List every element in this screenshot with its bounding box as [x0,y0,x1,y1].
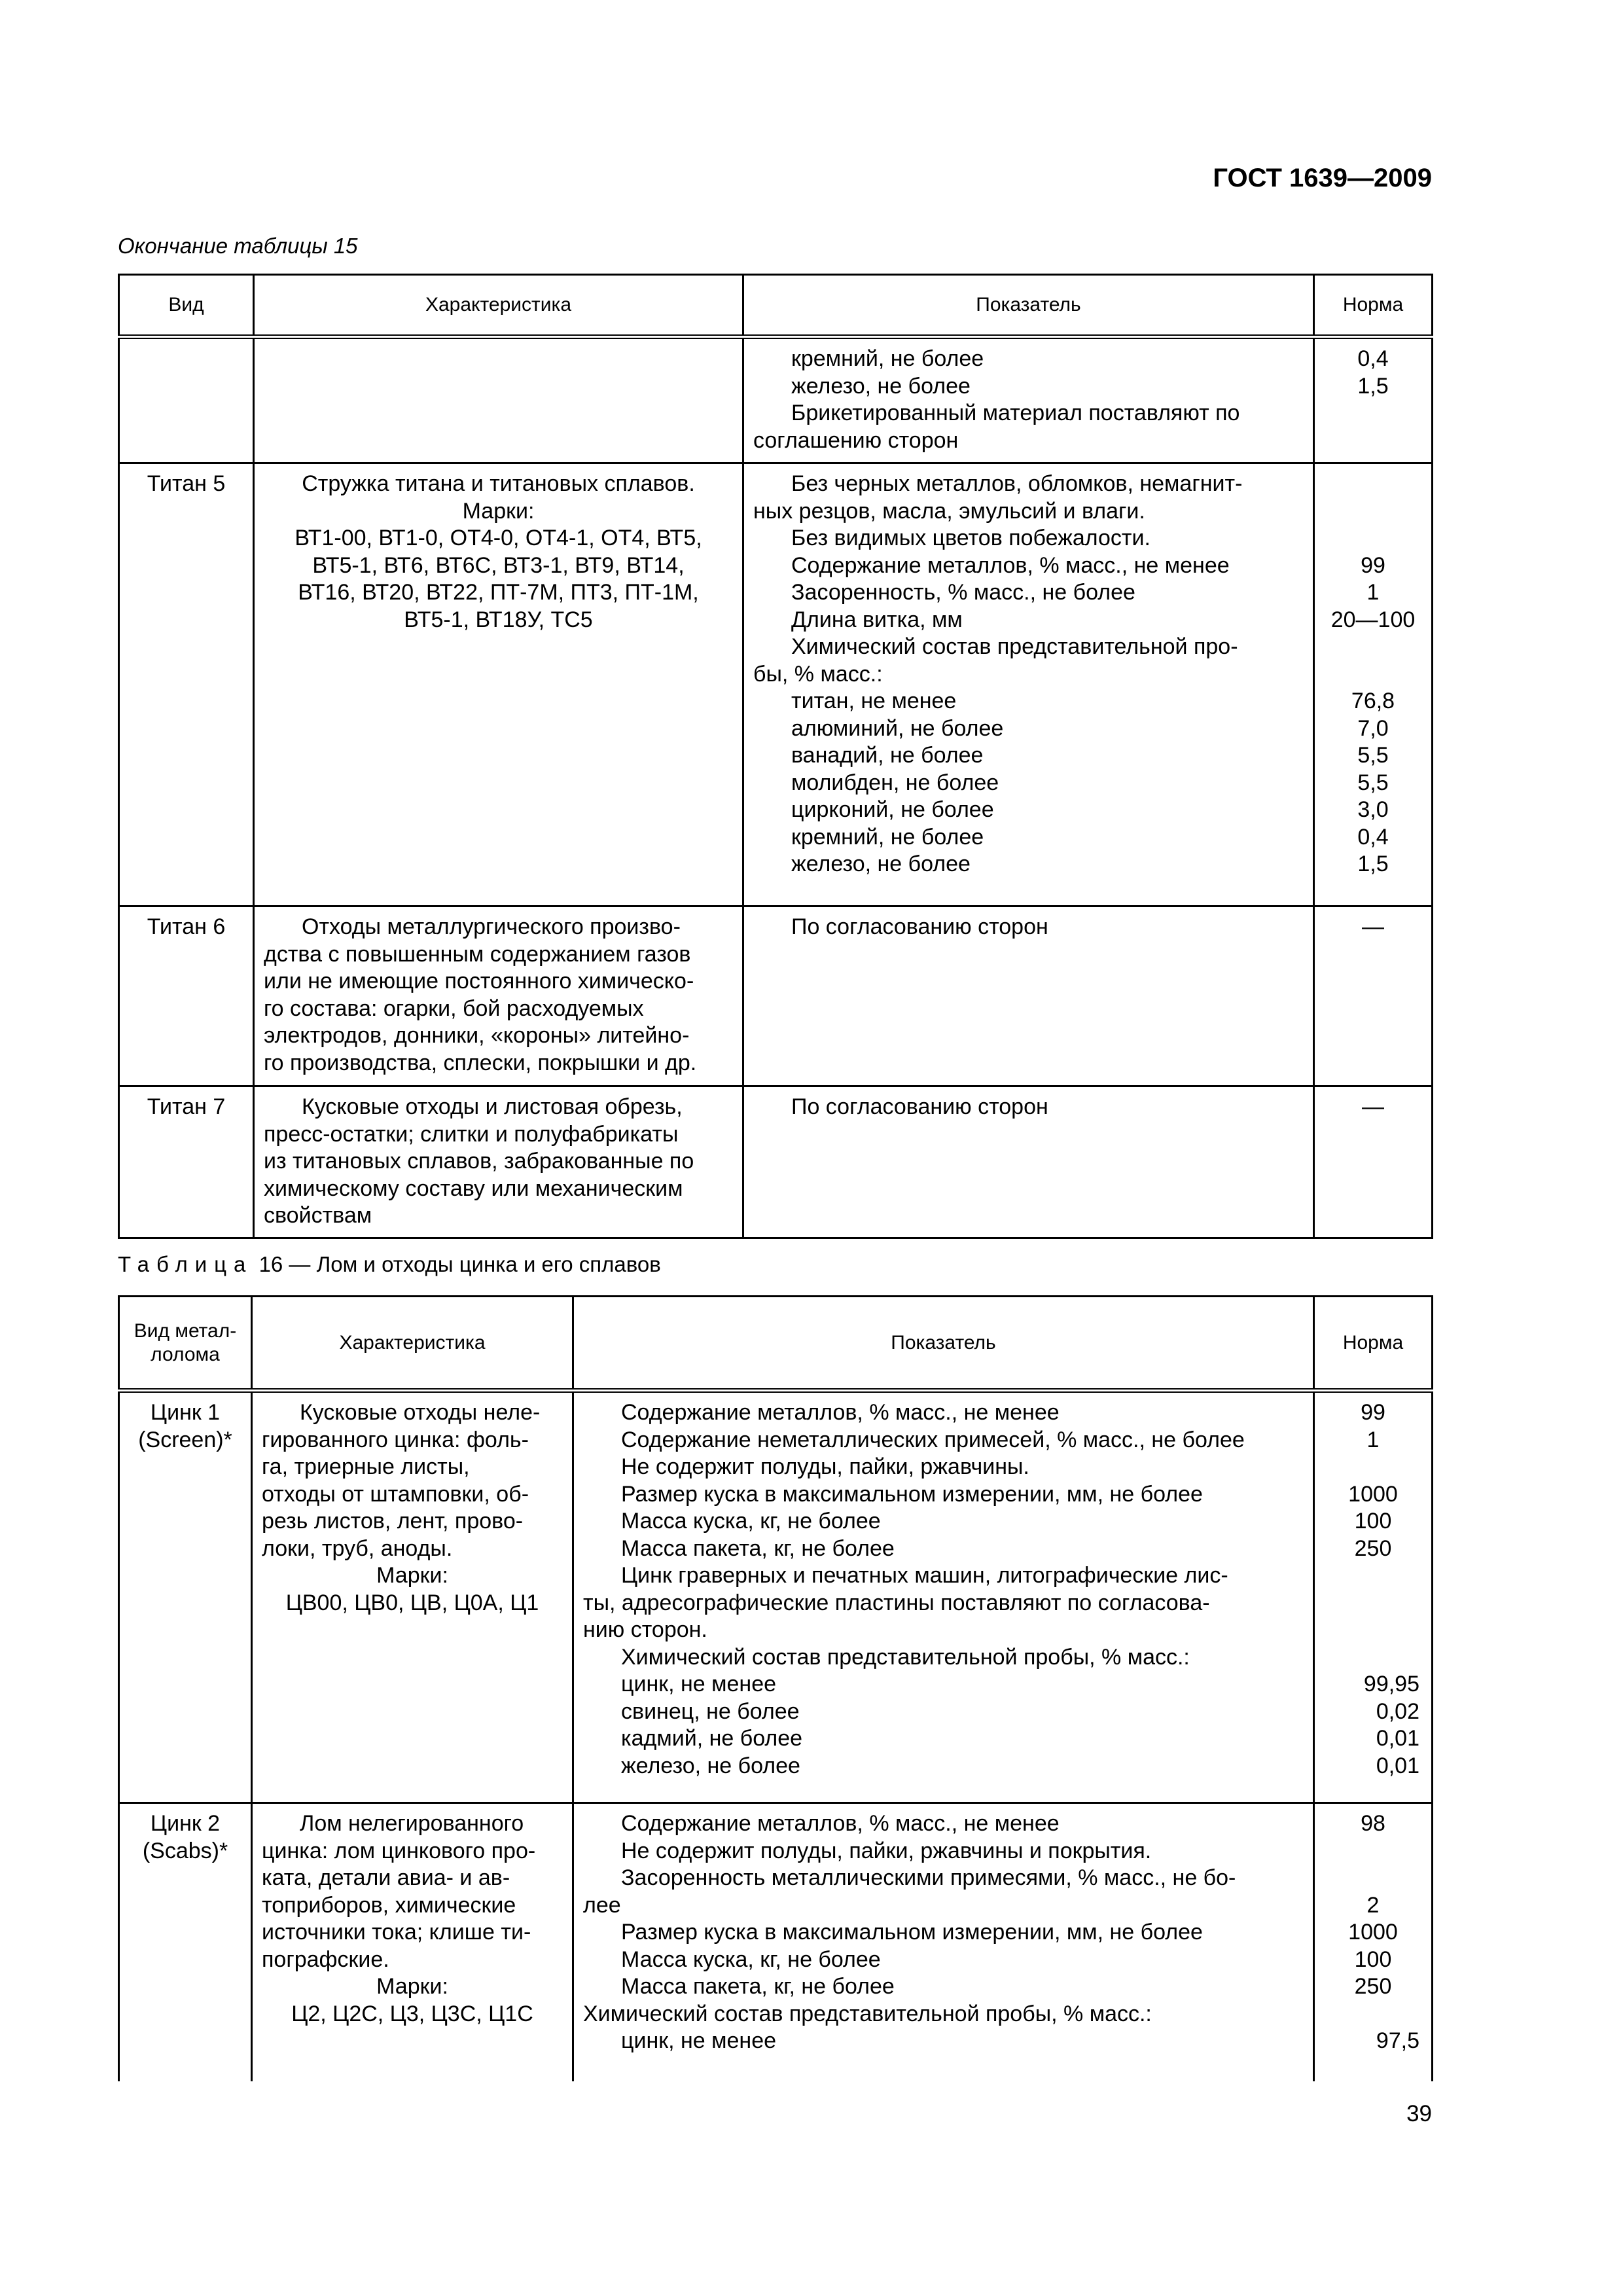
norm-value: 99 [1361,552,1385,578]
characteristic-cell [252,1803,573,2081]
norm-value: 1000 [1348,1481,1398,1507]
characteristic-line: гированного цинка: фоль- [262,1427,529,1452]
norm-value: 250 [1354,1535,1392,1561]
column-header-characteristic: Характеристика [252,1297,573,1391]
norm-value: 97,5 [1376,2028,1419,2053]
table-row [119,906,1433,1086]
table-row [119,337,1433,463]
indicator-line: Содержание металлов, % масс., не менее [621,1400,1060,1425]
norm-value: — [1362,914,1384,939]
indicator-line: Масса куска, кг, не более [621,1509,881,1534]
norm-value [1324,1644,1422,1672]
indicator-line: свинец, не более [621,1698,800,1724]
document-code: ГОСТ 1639—2009 [1213,164,1432,192]
norm-value [1324,1617,1422,1644]
indicator-line: нию сторон. [583,1617,707,1642]
indicator-line: Засоренность металлическими примесями, % масс., не бо- [621,1865,1236,1890]
norm-value [1324,634,1422,661]
norm-value [1324,471,1422,498]
norm-value: 99,95 [1363,1672,1419,1696]
table-header-row [119,1297,1433,1391]
characteristic-line: цинка: лом цинкового про- [262,1838,536,1863]
characteristic-line: ката, детали авиа- и ав- [262,1865,510,1890]
indicator-line: Масса пакета, кг, не более [621,1535,895,1561]
norm-value: 98 [1361,1811,1385,1836]
indicator-line: цирконий, не более [791,797,994,822]
column-header-indicator: Показатель [743,275,1314,337]
norm-cell [1314,1803,1433,2081]
norm-value [1324,498,1422,526]
norm-value: — [1362,1094,1384,1119]
characteristic-line: свойствам [264,1203,372,1228]
characteristic-line: ВТ5-1, ВТ6, ВТ6С, ВТ3-1, ВТ9, ВТ14, [312,552,685,578]
characteristic-line: топриборов, химические [262,1892,516,1918]
table16-caption [118,1252,661,1277]
indicator-line: железо, не более [621,1753,800,1778]
indicator-line: Без черных металлов, обломков, немагнит- [791,471,1243,496]
norm-value: 0,4 [1357,824,1389,850]
norm-value: 0,02 [1376,1698,1419,1724]
kind-line: (Screen)* [138,1427,232,1452]
norm-value: 1 [1366,580,1380,605]
column-header-indicator: Показатель [573,1297,1314,1391]
norm-value: 2 [1366,1892,1380,1918]
norm-value: 1 [1366,1427,1380,1452]
norm-value: 100 [1354,1946,1392,1972]
characteristic-line: Отходы металлургического произво- [302,914,681,939]
indicator-line: железо, не более [791,852,971,876]
characteristic-line: Кусковые отходы неле- [300,1400,541,1425]
characteristic-line: из титановых сплавов, забракованные по [264,1149,694,1174]
indicator-line: бы, % масс.: [753,661,883,687]
indicator-line: цинк, не менее [621,2028,777,2053]
indicator-line: Химический состав представительной пробы, % масс.: [621,1644,1190,1670]
indicator-line: кадмий, не более [621,1726,803,1751]
indicator-line: Не содержит полуды, пайки, ржавчины. [621,1454,1029,1479]
characteristic-line: Марки: [376,1563,448,1588]
kind-cell [119,1391,252,1803]
table-row [119,1086,1433,1238]
indicator-line: Содержание металлов, % масс., не менее [621,1811,1060,1836]
norm-value: 0,01 [1376,1753,1419,1778]
norm-value [1324,525,1422,552]
characteristic-line: ВТ5-1, ВТ18У, ТС5 [404,607,593,632]
characteristic-line: го производства, сплески, покрышки и др. [264,1050,697,1075]
characteristic-line: Стружка титана и титановых сплавов. [302,471,695,496]
indicator-line: Засоренность, % масс., не более [791,580,1135,605]
column-header-kind-line: Вид метал- лолома [134,1319,237,1365]
characteristic-line: пресс-остатки; слитки и полуфабрикаты [264,1121,679,1147]
norm-value: 1,5 [1357,373,1389,399]
table16-caption-title: 16 — Лом и отходы цинка и его сплавов [259,1252,661,1276]
indicator-line: цинк, не менее [621,1672,777,1696]
indicator-line: кремний, не более [791,346,984,371]
norm-cell [1314,1391,1433,1803]
table-row [119,1803,1433,2081]
norm-value: 0,01 [1376,1726,1419,1751]
norm-value: 250 [1354,1974,1392,1999]
characteristic-line: Марки: [462,498,535,524]
kind-cell: Титан 6 [119,906,254,1086]
characteristic-line: электродов, донники, «короны» литейно- [264,1023,690,1048]
indicator-line: Масса куска, кг, не более [621,1946,881,1972]
norm-value [1324,1838,1422,1865]
table15-continuation-caption: Окончание таблицы 15 [118,234,358,258]
table-row [119,1391,1433,1803]
norm-value: 76,8 [1351,689,1395,713]
indicator-line: лее [583,1892,621,1918]
characteristic-line: го состава: огарки, бой расходуемых [264,996,644,1021]
characteristic-line: резь листов, лент, прово- [262,1509,524,1534]
indicator-line: железо, не более [791,373,971,399]
indicator-line: кремний, не более [791,824,984,850]
column-header-kind: Вид [119,275,254,337]
indicator-line: соглашению сторон [753,427,959,453]
kind-cell [119,1803,252,2081]
table-15 [118,274,1433,1239]
indicator-line: Размер куска в максимальном измерении, мм, не более [621,1481,1203,1507]
indicator-line: алюминий, не более [791,715,1004,741]
indicator-line: ванадий, не более [791,743,984,768]
kind-line: Цинк 1 [150,1400,221,1425]
indicator-line: По согласованию сторон [791,1094,1048,1119]
indicator-line: ных резцов, масла, эмульсий и влаги. [753,498,1145,524]
characteristic-line: локи, труб, аноды. [262,1535,453,1561]
indicator-line: Без видимых цветов побежалости. [791,526,1150,550]
column-header-norm: Норма [1314,1297,1433,1391]
indicator-line: Брикетированный материал поставляют по [791,401,1240,425]
indicator-line: Цинк граверных и печатных машин, литографические лис- [621,1563,1228,1588]
indicator-cell [743,337,1314,463]
norm-value [1324,661,1422,689]
column-header-characteristic: Характеристика [254,275,743,337]
indicator-line: Химический состав представительной про- [791,634,1238,659]
characteristic-line: ВТ1-00, ВТ1-0, ОТ4-0, ОТ4-1, ОТ4, ВТ5, [294,526,702,550]
indicator-line: молибден, не более [791,770,999,795]
characteristic-cell [254,1086,743,1238]
indicator-line: ты, адресографические пластины поставляют по согласова- [583,1590,1210,1615]
kind-line: Цинк 2 [150,1811,221,1836]
norm-value: 99 [1361,1400,1385,1425]
indicator-line: Масса пакета, кг, не более [621,1974,895,1999]
norm-value: 5,5 [1357,770,1389,795]
norm-value [1324,1590,1422,1617]
norm-value: 1,5 [1357,852,1389,876]
norm-value: 5,5 [1357,743,1389,768]
indicator-cell [743,906,1314,1086]
table-header-row [119,275,1433,337]
norm-value [1324,2001,1422,2028]
characteristic-line: источники тока; клише ти- [262,1920,531,1945]
indicator-line: титан, не менее [791,689,957,713]
indicator-cell [743,463,1314,906]
table16-caption-word: Таблица [118,1252,253,1276]
norm-cell [1314,906,1433,1086]
characteristic-line: Лом нелегированного [300,1811,524,1836]
norm-value [1324,1562,1422,1590]
indicator-line: Не содержит полуды, пайки, ржавчины и покрытия. [621,1838,1152,1863]
characteristic-line: дства с повышенным содержанием газов [264,941,691,967]
characteristic-cell [254,337,743,463]
indicator-line: По согласованию сторон [791,914,1048,939]
norm-value: 7,0 [1357,715,1389,741]
indicator-line: Содержание металлов, % масс., не менее [791,552,1230,578]
indicator-cell [573,1391,1314,1803]
characteristic-cell [252,1391,573,1803]
norm-cell [1314,463,1433,906]
characteristic-line: Марки: [376,1974,448,1999]
characteristic-line: ВТ16, ВТ20, ВТ22, ПТ-7М, ПТ3, ПТ-1М, [298,580,699,605]
norm-value [1324,1865,1422,1892]
characteristic-line: пографские. [262,1946,389,1972]
kind-cell: Титан 5 [119,463,254,906]
characteristic-line: отходы от штамповки, об- [262,1481,529,1507]
characteristic-line: или не имеющие постоянного химическо- [264,969,694,994]
norm-value [1324,1454,1422,1481]
norm-value: 0,4 [1357,346,1389,371]
norm-value: 20—100 [1330,607,1416,632]
characteristic-line: Ц2, Ц2С, Ц3, Ц3С, Ц1С [291,2001,533,2026]
indicator-line: Содержание неметаллических примесей, % масс., не более [621,1427,1245,1452]
kind-cell [119,337,254,463]
characteristic-cell [254,463,743,906]
indicator-cell [743,1086,1314,1238]
characteristic-line: ЦВ00, ЦВ0, ЦВ, Ц0А, Ц1 [285,1590,539,1615]
characteristic-line: га, триерные листы, [262,1454,470,1479]
characteristic-line: Кусковые отходы и листовая обрезь, [302,1094,683,1119]
indicator-line: Размер куска в максимальном измерении, мм, не более [621,1920,1203,1945]
indicator-line: Длина витка, мм [791,607,963,632]
characteristic-line: химическому составу или механическим [264,1175,683,1201]
characteristic-cell [254,906,743,1086]
table-16 [118,1295,1433,2081]
page-number: 39 [1406,2101,1432,2126]
norm-value: 100 [1354,1509,1392,1534]
norm-cell [1314,337,1433,463]
table-row [119,463,1433,906]
norm-value: 3,0 [1357,797,1389,822]
column-header-kind [119,1297,252,1391]
norm-value: 1000 [1348,1920,1398,1945]
column-header-norm: Норма [1314,275,1433,337]
kind-cell: Титан 7 [119,1086,254,1238]
indicator-cell [573,1803,1314,2081]
indicator-line: Химический состав представительной пробы, % масс.: [583,2001,1152,2026]
kind-line: (Scabs)* [142,1838,228,1863]
norm-cell [1314,1086,1433,1238]
